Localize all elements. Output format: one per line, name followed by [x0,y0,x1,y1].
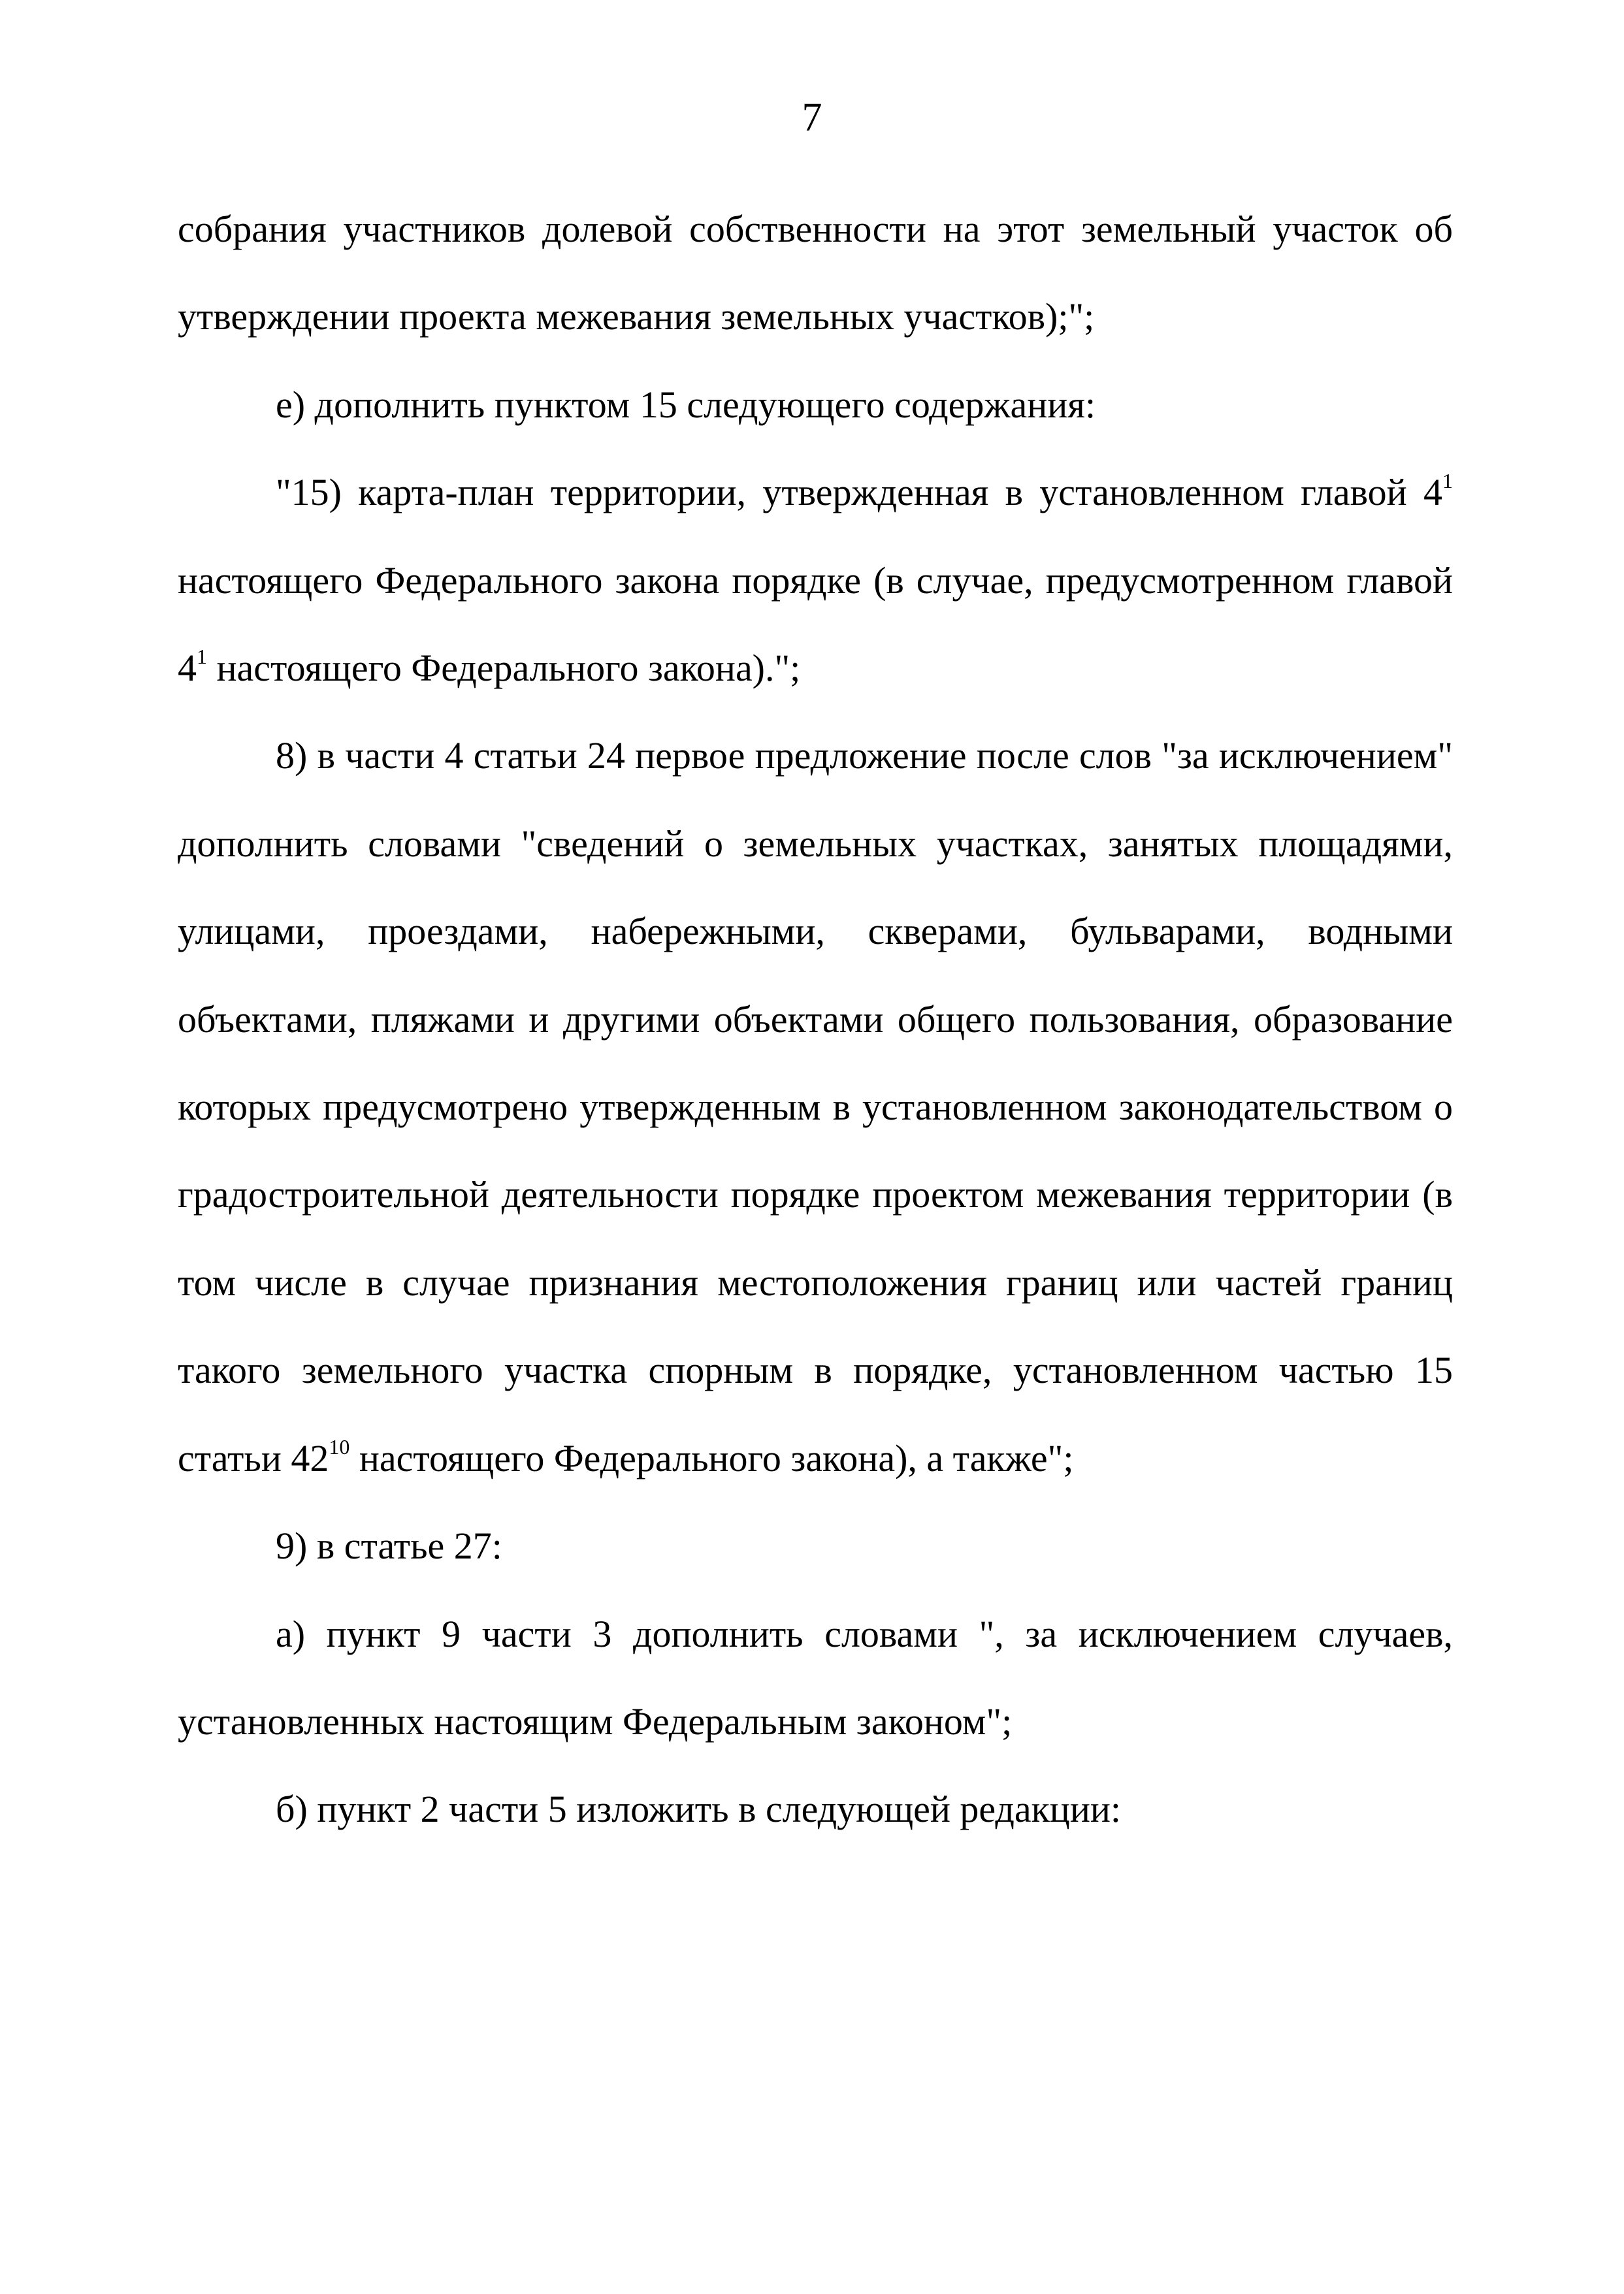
text-run: настоящего Федерального закона), а также"; [349,1436,1074,1479]
paragraph-item-a: а) пункт 9 части 3 дополнить словами ", за исключением случаев, установленных настоящим Федеральным законом"; [178,1612,1453,1743]
text-run: 8) в части 4 статьи 24 первое предложение после слов "за исключением" дополнить словами "сведений о земельных участках, занятых площадями, улицами, проездами, набережными, скверами, бульварами, водными объектами, пляжами и другими объектами общего пользования, образование которых предусмотрено утвержденным в установленном законодательством о градостроительной деятельности порядке проектом межевания территории (в том числе в случае признания местоположения границ или частей границ такого земельного участка спорным в порядке, установленном частью 15 статьи 42 [178,734,1453,1479]
paragraph-item-9: 9) в статье 27: [276,1525,502,1568]
document-body [178,186,1453,1854]
text-run: настоящего Федерального закона)."; [207,647,801,690]
superscript: 10 [329,1434,350,1459]
paragraph-item-8 [178,712,1453,1502]
paragraph-item-b: б) пункт 2 части 5 изложить в следующей редакции: [276,1788,1122,1831]
paragraph-continuation: собрания участников долевой собственности на этот земельный участок об утверждении проекта межевания земельных участков);"; [178,208,1453,338]
superscript: 1 [1442,469,1453,493]
paragraph-item-15 [178,449,1453,712]
text-run: "15) карта-план территории, утвержденная в установленном главой 4 [276,471,1442,514]
page-number: 7 [802,95,822,140]
paragraph-item-e: е) дополнить пунктом 15 следующего содержания: [276,383,1096,426]
text-run: настоящего Федерального закона порядке (в случае, предусмотренном главой 4 [178,558,1453,690]
superscript: 1 [197,645,207,669]
